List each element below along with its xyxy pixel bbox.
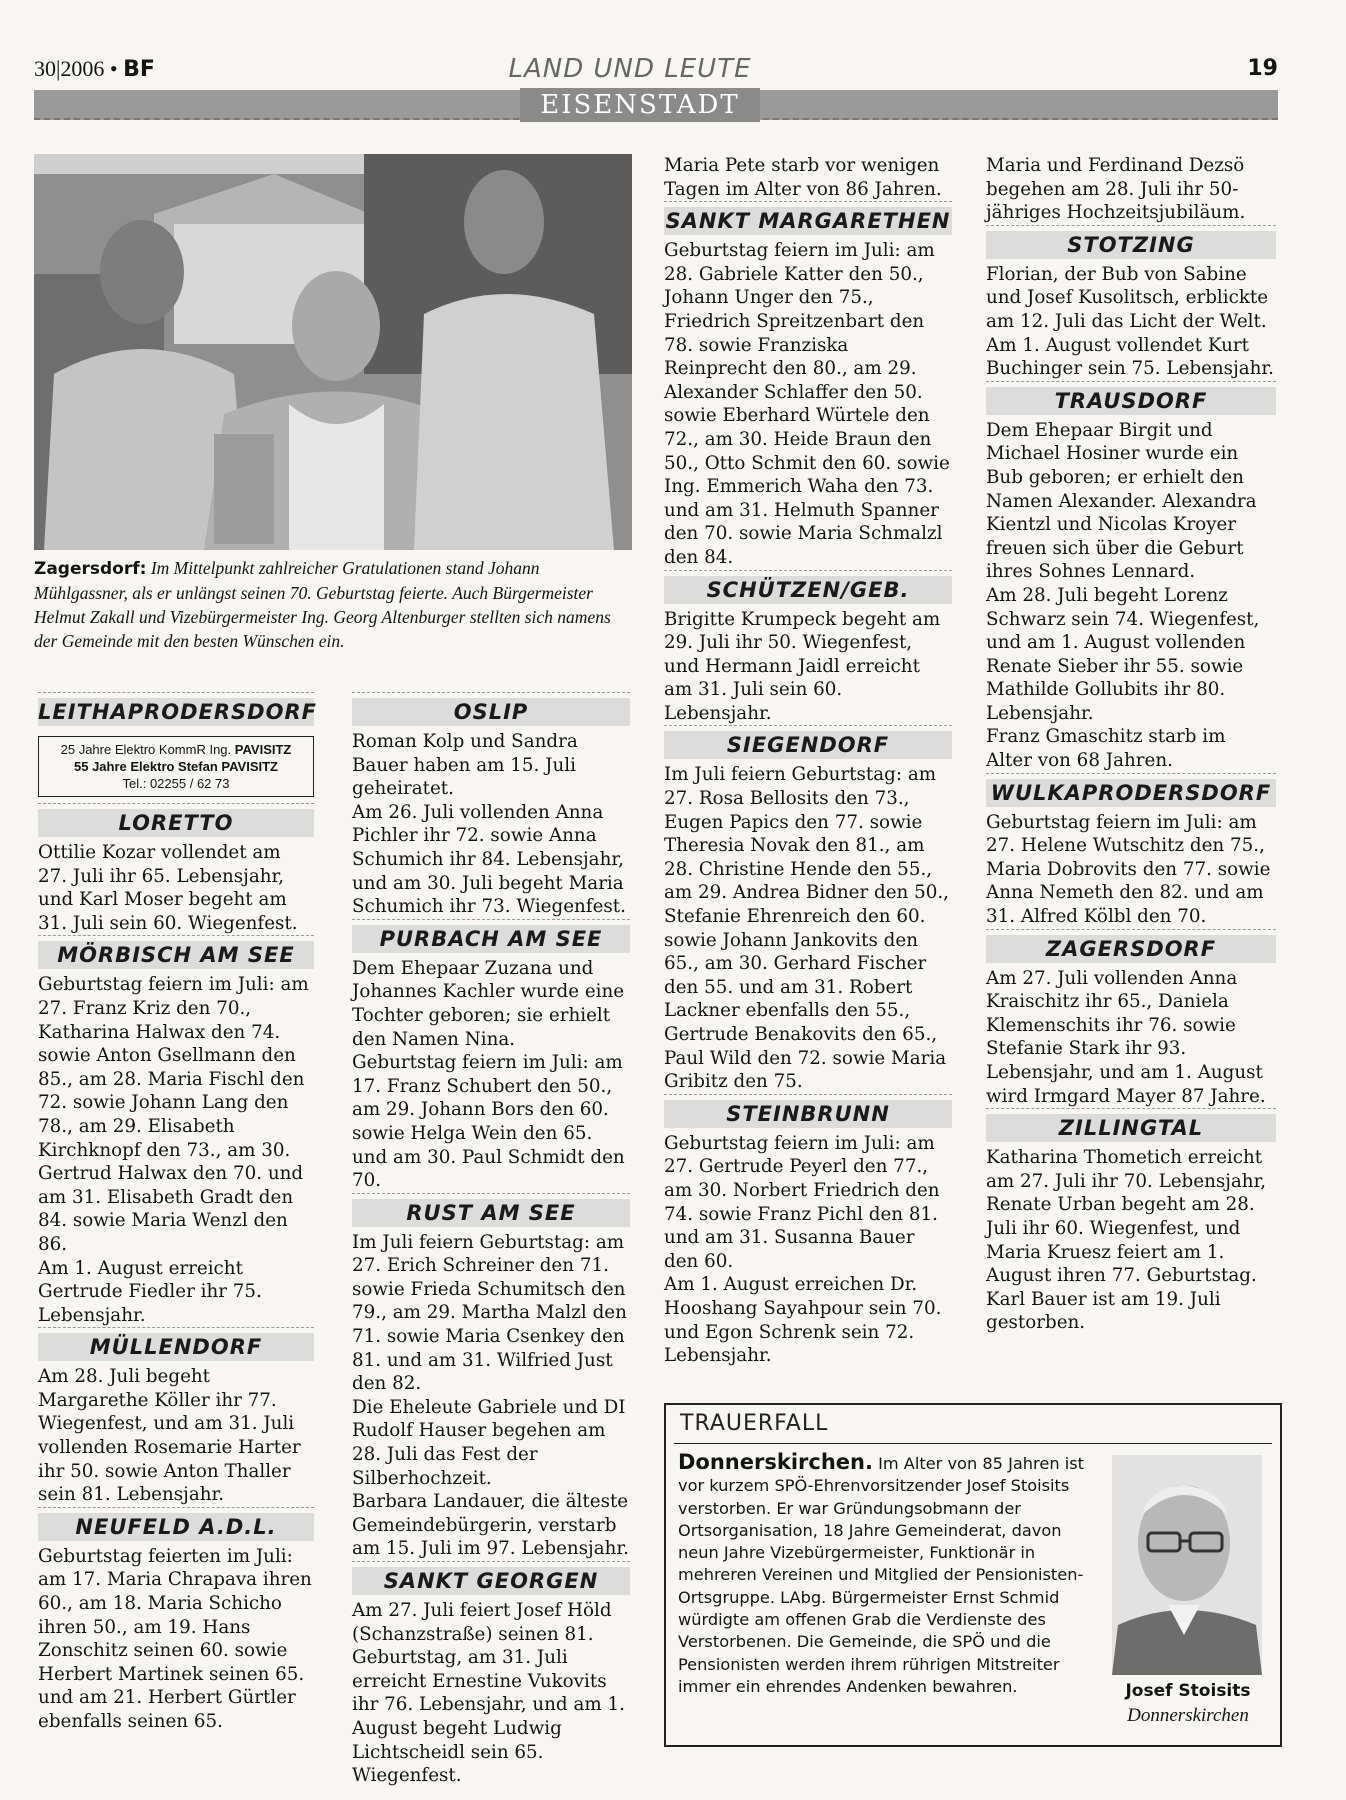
caption-place: Zagersdorf:	[34, 559, 147, 579]
heading-wulkaprodersdorf: WULKAPRODERSDORF	[986, 779, 1276, 807]
trauerfall-heading: TRAUERFALL	[680, 1411, 829, 1436]
trauerfall-place: Donnerskirchen.	[678, 1450, 873, 1474]
page-number: 19	[1247, 56, 1278, 81]
heading-loretto: LORETTO	[38, 809, 314, 837]
text-siegendorf: Im Juli feiern Geburtstag: am 27. Rosa Bellosits den 73., Eugen Papics den 77. sowie Theresia Novak den 81., am 28. Christine Hende den 55., am 29. Andrea Bidner den 50., Stefanie Ehrenreich den 60. sowie Johann Jankovits den 65., am 30. Gerhard Fischer den 55. und am 31. Robert Lackner ebenfalls den 55., Gertrude Benakovits den 65., Paul Wild den 72. sowie Maria Gribitz den 75.	[664, 764, 949, 1093]
text-moerbisch: Geburtstag feiern im Juli: am 27. Franz Kriz den 70., Katharina Halwax den 74. sowie Anton Gsellmann den 85., am 28. Maria Fischl den 72. sowie Johann Lang den 78., am 29. Elisabeth Kirchknopf den 73., am 30. Gertrud Halwax den 70. und am 31. Elisabeth Gradt den 84. sowie Maria Wenzl den 86.	[38, 974, 309, 1255]
trauerfall-body: Im Alter von 85 Jahren ist vor kurzem SPÖ-Ehrenvorsitzender Josef Stoisits verstorben. Er war Gründungsobmann der Ortsorganisation, 18 Jahre Gemeinderat, davon neun Jahre Vizebürgermeister, Funktionär in mehreren Vereinen und Mitglied der Pensionisten-Ortsgruppe. LAbg. Bürgermeister Ernst Schmid würdigte am offenen Grab die Verdienste des Verstorbenen. Die Gemeinde, die SPÖ und die Pensionisten werden ihrem rührigen Mitstreiter immer ein ehrendes Andenken bewahren.	[678, 1454, 1085, 1696]
text-rust-3: Barbara Landauer, die älteste Gemeindebürgerin, verstarb am 15. Juli im 97. Lebensjahr.	[352, 1491, 629, 1560]
text-sankt-margarethen: Geburtstag feiern im Juli: am 28. Gabriele Katter den 50., Johann Unger den 75., Friedrich Spreitzenbart den 78. sowie Franziska Reinprecht den 80., am 29. Alexander Schlaffer den 50. sowie Eberhard Würtele den 72., am 30. Heide Braun den 50., Otto Schmit den 60. sowie Ing. Emmerich Waha den 73. und am 31. Helmuth Spanner den 70. sowie Maria Schmalzl den 84.	[664, 240, 950, 568]
text-muellendorf: Am 28. Juli begeht Margarethe Köller ihr 77. Wiegenfest, und am 31. Juli vollenden Rosemarie Harter ihr 50. sowie Anton Thaller sein 81. Lebensjahr.	[38, 1366, 301, 1506]
column-2	[352, 692, 630, 1788]
portrait-photo	[1112, 1455, 1262, 1675]
text-zagersdorf: Am 27. Juli vollenden Anna Kraischitz ihr 65., Daniela Klemenschits ihr 76. sowie Stefanie Stark ihr 93. Lebensjahr, und am 1. August wird Irmgard Mayer 87 Jahre.	[986, 967, 1266, 1107]
heading-sankt-georgen: SANKT GEORGEN	[352, 1567, 630, 1595]
text-trausdorf: Dem Ehepaar Birgit und Michael Hosiner wurde ein Bub geboren; er erhielt den Namen Alexander. Alexandra Kientzl und Nicolas Kroyer freuen sich über die Geburt ihres Sohnes Lennard.	[986, 419, 1257, 583]
text-purbach: Dem Ehepaar Zuzana und Johannes Kachler wurde eine Tochter geboren; sie erhielt den Namen Nina.	[352, 957, 625, 1050]
heading-schuetzen: SCHÜTZEN/GEB.	[664, 576, 952, 604]
portrait-image	[1112, 1455, 1262, 1675]
text-trausdorf-3: Franz Gmaschitz starb im Alter von 68 Jahren.	[986, 726, 1226, 772]
heading-oslip: OSLIP	[352, 698, 630, 726]
column-1	[38, 692, 317, 1734]
header-bullet: •	[109, 56, 118, 81]
text-rust: Im Juli feiern Geburtstag: am 27. Erich Schreiner den 71. sowie Frieda Schumitsch den 79., am 29. Martha Malzl den 71. sowie Maria Csenkey den 81. und am 31. Wilfried Just den 82.	[352, 1231, 627, 1395]
text-neufeld: Geburtstag feierten im Juli: am 17. Maria Chrapava ihren 60., am 18. Maria Schicho ihren 50., am 19. Hans Zonschitz seinen 60. sowie Herbert Martinek seinen 65. und am 21. Herbert Gürtler ebenfalls seinen 65.	[38, 1545, 312, 1732]
heading-moerbisch: MÖRBISCH AM SEE	[38, 941, 314, 969]
brand-label: BF	[123, 57, 155, 82]
section-title: LAND UND LEUTE	[508, 54, 752, 84]
trauerfall-box	[664, 1403, 1282, 1747]
heading-purbach: PURBACH AM SEE	[352, 925, 630, 953]
group-photo	[34, 154, 632, 550]
heading-zagersdorf: ZAGERSDORF	[986, 935, 1276, 963]
text-wulkaprodersdorf: Geburtstag feiern im Juli: am 27. Helene Wutschitz den 75., Maria Dobrovits den 77. sowie Anna Nemeth den 82. und am 31. Alfred Kölbl den 70.	[986, 811, 1271, 928]
trauerfall-text	[678, 1451, 1092, 1698]
heading-siegendorf: SIEGENDORF	[664, 731, 952, 759]
advert-phone: Tel.: 02255 / 62 73	[122, 776, 230, 791]
heading-muellendorf: MÜLLENDORF	[38, 1333, 314, 1361]
text-steinbrunn: Geburtstag feiern im Juli: am 27. Gertrude Peyerl den 77., am 30. Norbert Friedrich den 74. sowie Franz Pichl den 81. und am 31. Susanna Bauer den 60.	[664, 1132, 940, 1272]
portrait-place: Donnerskirchen	[1127, 1705, 1249, 1726]
text-loretto: Ottilie Kozar vollendet am 27. Juli ihr 65. Lebensjahr, und Karl Moser begeht am 31. Juli sein 60. Wiegenfest.	[38, 842, 298, 934]
text-stotzing-2: Am 1. August vollendet Kurt Buchinger sein 75. Lebensjahr.	[986, 334, 1274, 380]
text-zillingtal-2: Karl Bauer ist am 19. Juli gestorben.	[986, 1288, 1221, 1334]
heading-rust: RUST AM SEE	[352, 1199, 630, 1227]
heading-steinbrunn: STEINBRUNN	[664, 1100, 952, 1128]
text-oslip-2: Am 26. Juli vollenden Anna Pichler ihr 72. sowie Anna Schumich ihr 84. Lebensjahr, und am 30. Juli begeht Maria Schumich ihr 73. Wiegenfest.	[352, 801, 626, 918]
column-3	[664, 154, 952, 1368]
heading-neufeld: NEUFELD A.D.L.	[38, 1513, 314, 1541]
text-schuetzen: Brigitte Krumpeck begeht am 29. Juli ihr 50. Wiegenfest, und Hermann Jaidl erreicht am 31. Juli sein 60. Lebensjahr.	[664, 608, 941, 724]
heading-stotzing: STOTZING	[986, 231, 1276, 259]
text-col4-intro: Maria und Ferdinand Dezsö begehen am 28. Juli ihr 50-jähriges Hochzeitsjubiläum.	[986, 155, 1246, 224]
caption-text: Im Mittelpunkt zahlreicher Gratulationen stand Johann Mühlgassner, als er unlängst seinen 70. Geburtstag feierte. Auch Bürgermeister Helmut Zakall und Vizebürgermeister Ing. Georg Altenburger stellten sich namens der Gemeinde mit den besten Wünschen ein.	[34, 558, 611, 651]
column-4	[986, 154, 1276, 1335]
heading-sankt-margarethen: SANKT MARGARETHEN	[665, 209, 951, 234]
text-purbach-2: Geburtstag feiern im Juli: am 17. Franz Schubert den 50., am 29. Johann Bors den 60. sowie Helga Wein den 65. und am 30. Paul Schmidt den 70.	[352, 1052, 625, 1192]
text-stotzing: Florian, der Bub von Sabine und Josef Kusolitsch, erblickte am 12. Juli das Licht der Welt.	[986, 263, 1269, 332]
text-oslip: Roman Kolp und Sandra Bauer haben am 15. Juli geheiratet.	[352, 731, 578, 800]
heading-trausdorf: TRAUSDORF	[986, 387, 1276, 415]
issue-number: 30|2006	[34, 56, 105, 81]
heading-zillingtal: ZILLINGTAL	[986, 1114, 1276, 1142]
text-moerbisch-2: Am 1. August erreicht Gertrude Fiedler ihr 75. Lebensjahr.	[38, 1257, 262, 1326]
portrait-name: Josef Stoisits	[1125, 1681, 1251, 1701]
photo-caption	[34, 556, 632, 653]
text-sankt-georgen: Am 27. Juli feiert Josef Höld (Schanzstraße) seinen 81. Geburtstag, am 31. Juli erreicht Ernestine Vukovits ihr 76. Lebensjahr, und am 1. August begeht Ludwig Lichtscheidl sein 65. Wiegenfest.	[352, 1600, 625, 1787]
text-zillingtal: Katharina Thometich erreicht am 27. Juli ihr 70. Lebensjahr, Renate Urban begeht am 28. Juli ihr 60. Wiegenfest, und Maria Kruesz feiert am 1. August ihren 77. Geburtstag.	[986, 1147, 1267, 1287]
text-steinbrunn-2: Am 1. August erreichen Dr. Hooshang Sayahpour sein 70. und Egon Schrenk sein 72. Lebensjahr.	[664, 1274, 942, 1367]
text-rust-2: Die Eheleute Gabriele und DI Rudolf Hauser begehen am 28. Juli das Fest der Silberhochzeit.	[352, 1396, 626, 1489]
group-photo-image	[34, 154, 632, 550]
heading-leithaprodersdorf: LEITHAPRODERSDORF	[38, 700, 317, 724]
issue-label	[34, 56, 155, 82]
region-title: EISENSTADT	[520, 88, 760, 122]
trauerfall-rule	[674, 1443, 1272, 1444]
advert-pavisitz: 25 Jahre Elektro KommR Ing. PAVISITZ 55 Jahre Elektro Stefan PAVISITZ Tel.: 02255 / 62 73	[38, 736, 314, 797]
text-trausdorf-2: Am 28. Juli begeht Lorenz Schwarz sein 74. Wiegenfest, und am 1. August vollenden Renate Sieber ihr 55. sowie Mathilde Gollubits ihr 80. Lebensjahr.	[986, 584, 1260, 724]
text-col3-intro: Maria Pete starb vor wenigen Tagen im Alter von 86 Jahren.	[664, 155, 942, 200]
